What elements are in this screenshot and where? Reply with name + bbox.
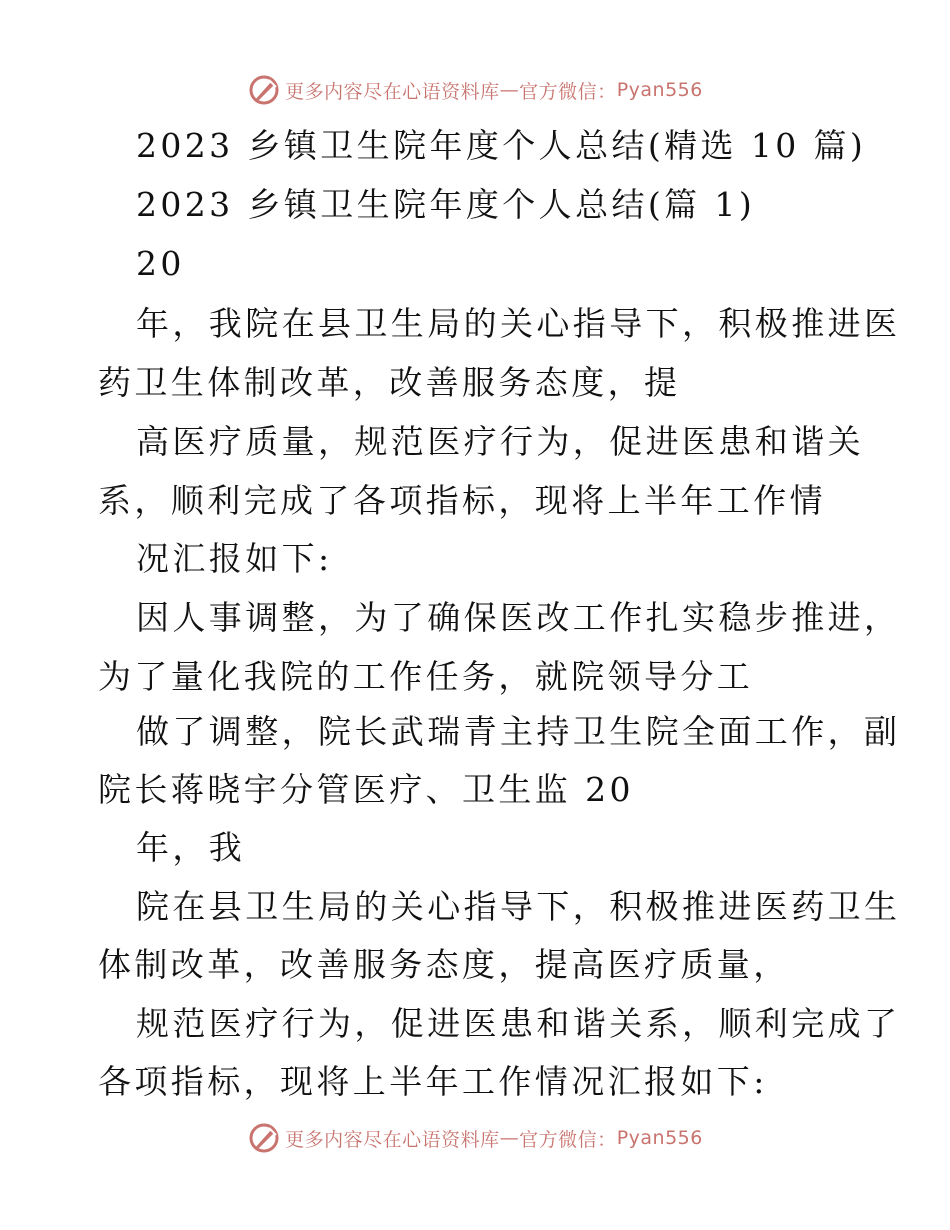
watermark-text: 更多内容尽在心语资料库 [285, 80, 500, 103]
quill-pen-icon [247, 1121, 281, 1155]
watermark-wechat-id: Pyan556 [616, 1127, 703, 1149]
footer-watermark [0, 1118, 950, 1158]
text-line: 药卫生体制改革，改善服务态度，提 [98, 363, 681, 402]
text-line: 因人事调整，为了确保医改工作扎实稳步推进， [136, 598, 901, 637]
text-line: 高医疗质量，规范医疗行为，促进医患和谐关 [136, 422, 864, 461]
watermark-separator: — [499, 1127, 520, 1149]
text-line: 做了调整，院长武瑞青主持卫生院全面工作，副 [136, 712, 901, 751]
watermark-wechat-label: 官方微信： [519, 1128, 617, 1151]
text-line: 院长蒋晓宇分管医疗、卫生监 20 [98, 770, 634, 809]
text-line: 系，顺利完成了各项指标，现将上半年工作情 [98, 481, 826, 520]
watermark-wechat-label: 官方微信： [519, 80, 617, 103]
text-line: 各项指标，现将上半年工作情况汇报如下: [98, 1062, 768, 1101]
section-heading: 2023 乡镇卫生院年度个人总结(篇 1) [136, 185, 756, 224]
text-line: 年，我院在县卫生局的关心指导下，积极推进医 [136, 304, 901, 343]
text-line: 规范医疗行为，促进医患和谐关系，顺利完成了 [136, 1004, 901, 1043]
watermark-text: 更多内容尽在心语资料库 [285, 1128, 500, 1151]
document-title: 2023 乡镇卫生院年度个人总结(精选 10 篇) [136, 126, 867, 165]
text-line: 院在县卫生局的关心指导下，积极推进医药卫生 [136, 887, 901, 926]
watermark-wechat-id: Pyan556 [616, 79, 703, 101]
text-line: 为了量化我院的工作任务，就院领导分工 [98, 657, 754, 696]
text-line: 体制改革，改善服务态度，提高医疗质量， [98, 945, 790, 984]
text-line: 20 [136, 244, 185, 283]
text-line: 年，我 [136, 828, 246, 867]
text-line: 况汇报如下: [136, 539, 333, 578]
watermark-separator: — [499, 79, 520, 101]
